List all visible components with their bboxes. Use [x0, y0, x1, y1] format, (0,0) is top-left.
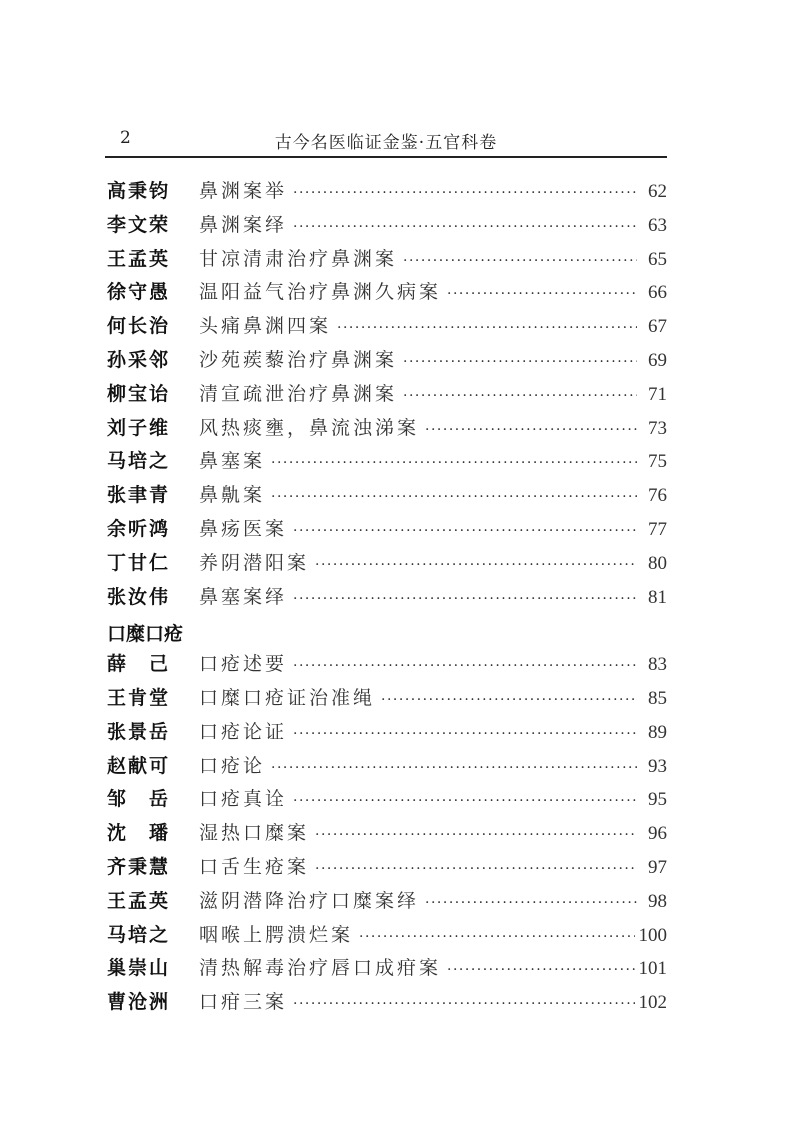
toc-entry[interactable] — [107, 176, 667, 210]
dot-leader — [381, 692, 637, 708]
entry-page-number: 71 — [648, 383, 667, 405]
dot-leader — [293, 185, 637, 201]
entry-title: 头痛鼻渊四案 — [199, 315, 332, 338]
entry-title: 沙苑蒺藜治疗鼻渊案 — [199, 348, 398, 371]
entry-title: 口糜口疮证治准绳 — [199, 686, 376, 709]
entry-title: 清宣疏泄治疗鼻渊案 — [199, 382, 398, 405]
entry-page-number: 89 — [648, 721, 667, 743]
entry-author: 王孟英 — [107, 889, 171, 912]
dot-leader — [447, 962, 634, 978]
table-of-contents — [107, 176, 667, 1021]
entry-author: 刘子维 — [107, 416, 171, 439]
entry-title: 甘凉清肃治疗鼻渊案 — [199, 247, 398, 270]
entry-author: 曹沧洲 — [107, 991, 171, 1014]
entry-title: 鼻塞案 — [199, 450, 266, 473]
entry-author: 李文荣 — [107, 213, 171, 236]
entry-author: 巢崇山 — [107, 957, 171, 980]
entry-author: 王肯堂 — [107, 686, 171, 709]
entry-author: 王孟英 — [107, 247, 171, 270]
dot-leader — [293, 523, 637, 539]
entry-title: 口疳三案 — [199, 991, 288, 1014]
toc-entry[interactable] — [107, 480, 667, 514]
toc-entry[interactable] — [107, 920, 667, 954]
dot-leader — [425, 422, 637, 438]
entry-page-number: 80 — [648, 552, 667, 574]
entry-author: 徐守愚 — [107, 281, 171, 304]
dot-leader — [425, 895, 637, 911]
header-rule — [105, 156, 667, 158]
dot-leader — [359, 929, 634, 945]
toc-entry[interactable] — [107, 886, 667, 920]
entry-page-number: 97 — [648, 856, 667, 878]
entry-title: 清热解毒治疗唇口成疳案 — [199, 957, 442, 980]
dot-leader — [271, 455, 637, 471]
toc-entry[interactable] — [107, 582, 667, 616]
entry-title: 养阴潜阳案 — [199, 551, 310, 574]
toc-entry[interactable] — [107, 379, 667, 413]
dot-leader — [315, 827, 637, 843]
entry-page-number: 76 — [648, 485, 667, 507]
entry-author: 孙采邻 — [107, 348, 171, 371]
dot-leader — [293, 591, 637, 607]
entry-page-number: 69 — [648, 349, 667, 371]
dot-leader — [293, 658, 637, 674]
dot-leader — [403, 354, 637, 370]
entry-page-number: 63 — [648, 214, 667, 236]
dot-leader — [293, 793, 637, 809]
toc-entry[interactable] — [107, 649, 667, 683]
dot-leader — [315, 557, 637, 573]
toc-entry[interactable] — [107, 514, 667, 548]
toc-entry[interactable] — [107, 987, 667, 1021]
entry-author: 柳宝诒 — [107, 382, 171, 405]
entry-page-number: 95 — [648, 789, 667, 811]
entry-author: 沈 璠 — [107, 822, 171, 845]
entry-author: 齐秉慧 — [107, 855, 171, 878]
entry-author: 何长治 — [107, 315, 171, 338]
entry-page-number: 75 — [648, 451, 667, 473]
entry-title: 鼻疡医案 — [199, 517, 288, 540]
entry-author: 余听鸿 — [107, 517, 171, 540]
entry-page-number: 93 — [648, 755, 667, 777]
entry-title: 口舌生疮案 — [199, 855, 310, 878]
entry-page-number: 98 — [648, 890, 667, 912]
entry-page-number: 96 — [648, 823, 667, 845]
toc-entry[interactable] — [107, 446, 667, 480]
dot-leader — [271, 489, 637, 505]
dot-leader — [293, 219, 637, 235]
entry-page-number: 85 — [648, 687, 667, 709]
page-number: 2 — [120, 128, 131, 148]
entry-page-number: 62 — [648, 181, 667, 202]
toc-entry[interactable] — [107, 548, 667, 582]
entry-title: 口疮论 — [199, 754, 266, 777]
dot-leader — [337, 320, 637, 336]
entry-page-number: 83 — [648, 654, 667, 676]
toc-entry[interactable] — [107, 413, 667, 447]
toc-entry[interactable] — [107, 277, 667, 311]
entry-title: 滋阴潜降治疗口糜案绎 — [199, 889, 420, 912]
entry-title: 鼻塞案绎 — [199, 585, 288, 608]
toc-entry[interactable] — [107, 210, 667, 244]
entry-title: 鼻渊案绎 — [199, 213, 288, 236]
dot-leader — [293, 996, 634, 1012]
entry-page-number: 67 — [648, 316, 667, 338]
entry-page-number: 101 — [638, 958, 667, 980]
entry-title: 口疮论证 — [199, 720, 288, 743]
entry-author: 薛 己 — [107, 653, 171, 676]
entry-author: 张景岳 — [107, 720, 171, 743]
dot-leader — [447, 286, 637, 302]
dot-leader — [271, 760, 637, 776]
entry-page-number: 73 — [648, 417, 667, 439]
entry-author: 赵献可 — [107, 754, 171, 777]
entry-page-number: 66 — [648, 282, 667, 304]
entry-title: 湿热口糜案 — [199, 822, 310, 845]
running-title: 古今名医临证金鉴·五官科卷 — [274, 133, 498, 153]
entry-author: 邹 岳 — [107, 788, 171, 811]
entry-title: 风热痰壅，鼻流浊涕案 — [199, 416, 420, 439]
running-header — [105, 128, 667, 156]
entry-page-number: 102 — [638, 992, 667, 1014]
entry-author: 马培之 — [107, 450, 171, 473]
toc-entry[interactable] — [107, 953, 667, 987]
section-heading: 口糜口疮 — [107, 622, 184, 645]
dot-leader — [315, 861, 637, 877]
entry-page-number: 65 — [648, 248, 667, 270]
toc-entry[interactable] — [107, 717, 667, 751]
entry-title: 口疮述要 — [199, 653, 288, 676]
toc-entry[interactable] — [107, 784, 667, 818]
toc-entry[interactable] — [107, 244, 667, 278]
entry-author: 高秉钧 — [107, 180, 171, 202]
entry-author: 张汝伟 — [107, 585, 171, 608]
dot-leader — [403, 388, 637, 404]
entry-author: 丁甘仁 — [107, 551, 171, 574]
entry-page-number: 81 — [648, 586, 667, 608]
dot-leader — [293, 726, 637, 742]
entry-page-number: 100 — [638, 924, 667, 946]
dot-leader — [403, 253, 637, 269]
entry-title: 温阳益气治疗鼻渊久病案 — [199, 281, 442, 304]
entry-author: 张聿青 — [107, 484, 171, 507]
entry-title: 口疮真诠 — [199, 788, 288, 811]
entry-title: 咽喉上腭溃烂案 — [199, 923, 354, 946]
toc-entry[interactable] — [107, 311, 667, 345]
toc-entry[interactable] — [107, 818, 667, 852]
toc-entry[interactable] — [107, 751, 667, 785]
toc-entry[interactable] — [107, 345, 667, 379]
toc-entry[interactable] — [107, 683, 667, 717]
entry-title: 鼻渊案举 — [199, 180, 288, 202]
entry-author: 马培之 — [107, 923, 171, 946]
entry-page-number: 77 — [648, 518, 667, 540]
toc-entry[interactable] — [107, 852, 667, 886]
entry-title: 鼻鼽案 — [199, 484, 266, 507]
